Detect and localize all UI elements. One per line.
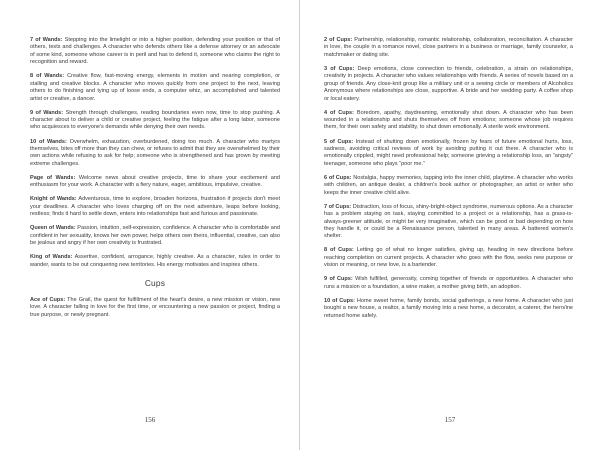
entry-term: 10 of Wands: [30, 138, 67, 145]
entry-text: Assertive, confident, arrogance, highly creative. As a character, rules in order to wander, wants to be out conquering new territories. His energy motivates and inspires others. [30, 254, 280, 268]
entry-text: Creative flow, fast-moving energy, elements in motion and nearing completion, or stalling and creative blocks. A character who moves quickly from one project to the next, leaving others to do finishing and tying up of loose ends, a computer whiz, an accomplished and talented artist or creative, a dancer. [30, 73, 280, 102]
section-heading-cups: Cups [144, 277, 166, 288]
card-entry-8-of-wands [30, 73, 280, 103]
card-entry-9-of-cups [324, 276, 573, 291]
right-page [300, 0, 600, 450]
entry-text: Deep emotions, close connection to friends, celebration, a strain on relationships, creativity in projects. A character who values relationships with friends. A series of novels based on a group of friends. Any close-knit group like a military unit or a sewing circle or members of Alcoholics Anonymous where relationships are close, supportive. A bride and her wedding party. A coffee shop or local eatery. [324, 65, 573, 102]
card-entry-knight-of-wands [30, 196, 280, 218]
entry-term: 7 of Wands: [30, 37, 63, 43]
entry-term: 5 of Cups: [324, 138, 354, 145]
entry-term: 10 of Cups: [324, 297, 355, 304]
entry-text: Boredom, apathy, daydreaming, emotionally shut down. A character who has been wounded in a relationship and shuts themselves off from emotions; someone whose job requires them, for their own safety and stability, to shut down emotionally. A sterile work environment. [324, 109, 573, 131]
entry-text: Overwhelm, exhaustion, overburdened, doing too much. A character who martyrs themselves, bites off more than they can chew, or refuses to admit that they are overwhelmed by their own actions while refusing to ask for help; someone who is strengthened and has grown by meeting extreme challenges. [30, 138, 280, 167]
entry-text: Partnership, relationship, romantic relationship, collaboration, reconciliation. A character in love, the couple in a romance novel, close partners in a business or marriage, family counselor, a matchmaker or dating site. [324, 37, 573, 58]
page-number: 156 [144, 416, 156, 424]
entry-term: Ace of Cups: [30, 296, 66, 303]
entry-text: Passion, intuition, self-expression, confidence. A character who is comfortable and confident in her sexuality, knows her own power, helps others own theirs, influential, creative, can also be jealous and angry if her own creativity is frustrated. [30, 225, 280, 247]
entry-text: Welcome news about creative projects, time to share your excitement and enthusiasm for your work. A character with a fiery nature, eager, ambitious, impulsive, creative. [30, 174, 281, 189]
entry-text: Strength through challenges, reading boundaries even now, time to stop pushing. A character about to deliver a child or creative project, feeling the fatigue after a long labor, someone who acquiesces to everyone's demands while denying their own needs. [30, 109, 281, 131]
entry-term: Page of Wands: [30, 174, 76, 181]
entry-term: Queen of Wands: [30, 225, 76, 232]
card-entry-8-of-cups [324, 247, 573, 269]
entry-text: Distraction, loss of focus, shiny-bright-object syndrome, numerous options. As a character has a problem staying on task, staying committed to a project or a relationship, has a grass-is-always-greener attitude, or might be very imaginative, which can be good or bad depending on how they handle it, or could be a Renaissance person, talented in many areas. A battered women's shelter. [324, 203, 573, 240]
card-entry-7-of-wands [30, 37, 280, 67]
card-entry-10-of-wands [30, 139, 280, 169]
card-entry-9-of-wands [30, 110, 280, 132]
card-entry-3-of-cups [324, 66, 573, 103]
entry-text: Wish fulfilled, generosity, coming together of friends or opportunities. A character who runs a mission or a foundation, a wine maker, a mother giving birth, an adoption. [324, 276, 573, 290]
entry-term: 4 of Cups: [324, 109, 354, 116]
card-entry-ace-of-cups [30, 297, 280, 319]
entry-term: 8 of Cups: [324, 247, 354, 254]
entry-text: Nostalgia, happy memories, tapping into the inner child, playtime. A character who works with children, an antique dealer, a children's book author or photographer, an artist or writer who keeps the inner creative child alive. [324, 174, 573, 196]
card-entry-6-of-cups [324, 175, 573, 197]
entry-term: King of Wands: [30, 254, 73, 261]
entry-term: Knight of Wands: [30, 196, 77, 203]
page-number: 157 [444, 416, 456, 424]
entry-term: 8 of Wands: [30, 73, 65, 80]
entry-text: Home sweet home, family bonds, social gatherings, a new home. A character who just bought a new house, a realtor, a family moving into a new home, a decorator, a caterer, the hero/ine returned home safely. [324, 297, 573, 319]
card-entry-4-of-cups [324, 110, 573, 132]
entry-term: 9 of Cups: [324, 276, 353, 283]
card-entry-5-of-cups [324, 139, 573, 169]
entry-text: The Grail, the quest for fulfillment of the heart's desire, a new mission or vision, new love. A character falling in love for the first time, or encountering a new passion or project, finding a true purpose, or newly pregnant. [30, 296, 280, 318]
card-entry-10-of-cups [324, 298, 573, 320]
card-entry-7-of-cups [324, 204, 573, 241]
entry-term: 9 of Wands: [30, 109, 64, 116]
entry-term: 2 of Cups: [324, 37, 353, 43]
entry-text: Letting go of what no longer satisfies, giving up, heading in new directions before reaching completion on current projects. A character who goes with the flow, seeks new purpose or vision or meaning, or new love, is a bartender. [324, 247, 573, 269]
entry-text: Adventurous, time to explore, broaden horizons, frustration if projects don't meet your deadlines. A character who loves charging off on the next adventure, leaps before looking, restless; finds it hard to settle down, enters into relationships fast and furious and passionate. [30, 196, 280, 218]
card-entry-queen-of-wands [30, 225, 280, 247]
entry-term: 3 of Cups: [324, 65, 355, 72]
card-entry-king-of-wands [30, 254, 280, 269]
entry-text: Instead of shutting down emotionally, frozen by fears of future emotional hurts, loss, sadness, avoiding critical reviews of work by avoiding putting it out there. A character who is emotionally crippled, might need professional help; someone grieving a relationship loss, an “angsty” teenager, someone who plays “poor me.” [324, 138, 573, 167]
entry-term: 7 of Cups: [324, 203, 352, 210]
card-entry-page-of-wands [30, 175, 280, 190]
entry-term: 6 of Cups: [324, 174, 352, 181]
card-entry-2-of-cups [324, 37, 573, 59]
entry-text: Stepping into the limelight or into a higher position, defending your position or that of others, tests and challenges. A character who defends others like a defense attorney or an advocate of some kind, someone whose career is in peril and has to defend it, someone who claims the right to recognition and reward. [30, 37, 280, 66]
